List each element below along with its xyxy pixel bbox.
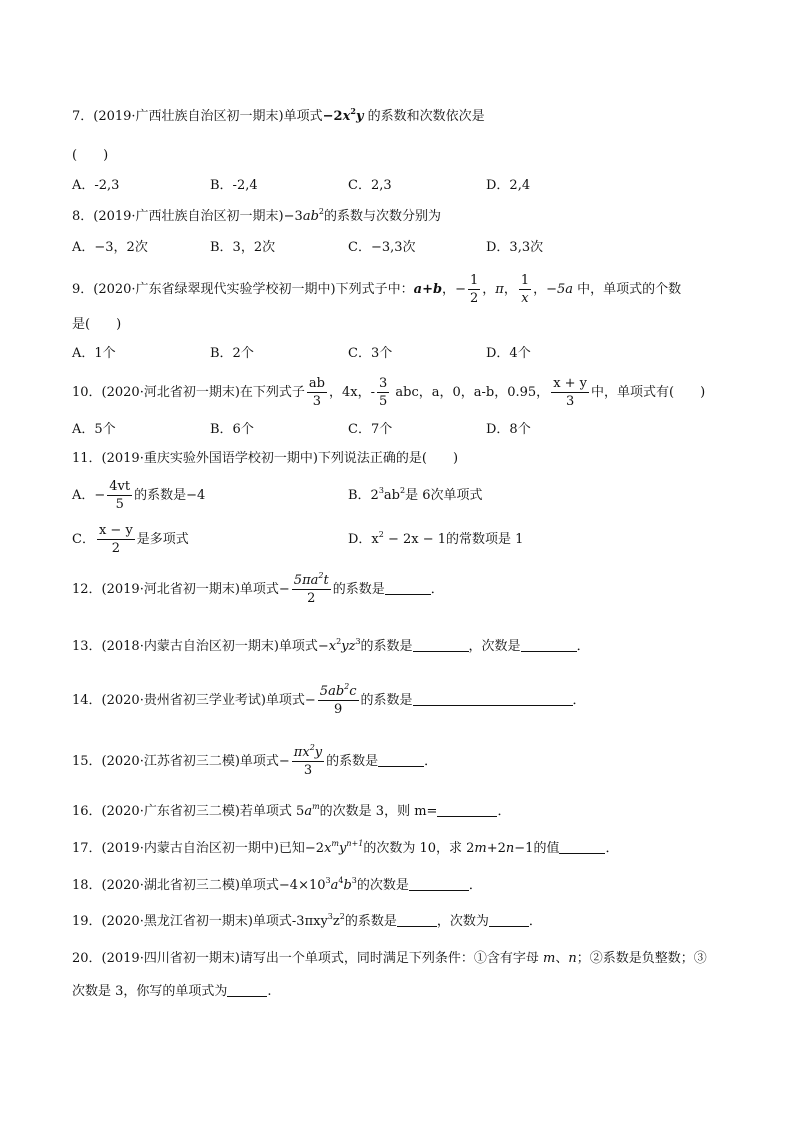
question-17: 17．(2019·内蒙古自治区初一期中)已知$-2x^my^{n+1}$的次数为 10，求 2m+2n−1的值 ． [72, 839, 619, 856]
q9-option-a: A．1个 [72, 346, 116, 361]
question-20-cont: 次数是 3，你写的单项式为 . [72, 984, 272, 999]
answer-blank [559, 841, 605, 854]
question-20: 20．(2019·四川省初一期末)请写出一个单项式，同时满足下列条件：①含有字母 m、n；②系数是负整数；③ [72, 951, 707, 966]
q9-option-d: D．4个 [486, 346, 531, 361]
fraction-neg-half: $\frac{1}{2}$ [469, 273, 479, 306]
answer-blank-degree [521, 639, 577, 652]
q10-option-a: A．5个 [72, 422, 116, 437]
question-14: 14．(2020·贵州省初三学业考试)单项式− $\frac{5ab^2c}{9}$ 的系数是 ． [72, 682, 586, 717]
fraction-one-over-x: $\frac{1}{x}$ [520, 273, 530, 306]
q7-option-a: A．-2,3 [72, 178, 120, 193]
answer-blank [413, 693, 573, 706]
q11-option-d: D．$x^2 - 2x - 1$的常数项是 1 [348, 530, 524, 547]
q11-option-a: A．− $\frac{4vt}{5}$ 的系数是−4 [72, 479, 206, 512]
fraction-ab-over-3: $\frac{ab}{3}$ [308, 376, 325, 409]
q8-option-c: C．−3,3次 [348, 240, 416, 255]
q7-option-c: C．2,3 [348, 178, 392, 193]
answer-blank [409, 878, 469, 891]
question-18: 18．(2020·湖北省初三二模)单项式$-4\times 10^3a^4b^3$的次数是 ． [72, 876, 482, 893]
q11-option-c: C． $\frac{x - y}{2}$ 是多项式 [72, 523, 189, 556]
answer-blank-degree [489, 914, 529, 927]
question-10: 10．(2020·河北省初一期末)在下列式子 $\frac{ab}{3}$ ，4x，- $\frac{3}{5}$ abc，a，0，a-b，0.95， $\frac{x + y}{3}$ 中，单项式有( ) [72, 376, 706, 409]
question-11: 11．(2019·重庆实验外国语学校初一期中)下列说法正确的是( ) [72, 451, 459, 466]
answer-blank [437, 804, 497, 817]
fraction-xy-over-3: $\frac{x + y}{3}$ [553, 376, 588, 409]
question-19: 19．(2020·黑龙江省初一期末)单项式$-3\pi xy^3z^2$的系数是 ，次数为 ． [72, 912, 542, 929]
question-9-cont: 是( ) [72, 317, 122, 332]
answer-blank [227, 984, 267, 997]
question-7: 7．(2019·广西壮族自治区初一期末)单项式$-2x^2y$ 的系数和次数依次是 [72, 106, 485, 124]
answer-blank [385, 582, 431, 595]
answer-blank-coefficient [397, 914, 437, 927]
q10-option-c: C．7个 [348, 422, 393, 437]
q10-option-b: B．6个 [210, 422, 254, 437]
q9-option-b: B．2个 [210, 346, 254, 361]
q7-option-d: D．2,4 [486, 178, 531, 193]
q11-option-b: B．$2^3ab^2$是 6次单项式 [348, 486, 483, 503]
question-8: 8．(2019·广西壮族自治区初一期末)$-3ab^2$的系数与次数分别为 [72, 207, 442, 224]
question-9: 9．(2020·广东省绿翠现代实验学校初一期中)下列式子中：a+b，− $\frac{1}{2}$ ，π， $\frac{1}{x}$ ，−5a 中，单项式的个数 [72, 273, 682, 306]
question-7-paren: ( ) [72, 148, 109, 163]
question-15: 15．(2020·江苏省初三二模)单项式− $\frac{\pi x^2y}{3}$ 的系数是 ． [72, 743, 438, 778]
answer-blank [378, 754, 424, 767]
fraction-3-over-5: $\frac{3}{5}$ [378, 376, 388, 409]
answer-blank-coefficient [413, 639, 469, 652]
question-12: 12．(2019·河北省初一期末)单项式− $\frac{5\pi a^2t}{2}$ 的系数是 ． [72, 571, 444, 606]
q8-option-d: D．3,3次 [486, 240, 544, 255]
question-13: 13．(2018·内蒙古自治区初一期末)单项式$-x^2yz^3$的系数是 ，次数是 ． [72, 637, 590, 654]
q8-option-b: B．3，2次 [210, 240, 276, 255]
q9-option-c: C．3个 [348, 346, 393, 361]
q8-option-a: A．−3，2次 [72, 240, 148, 255]
q10-option-d: D．8个 [486, 422, 531, 437]
q7-option-b: B．-2,4 [210, 178, 258, 193]
question-16: 16．(2020·广东省初三二模)若单项式 $5a^m$的次数是 3，则 m= ． [72, 802, 511, 819]
